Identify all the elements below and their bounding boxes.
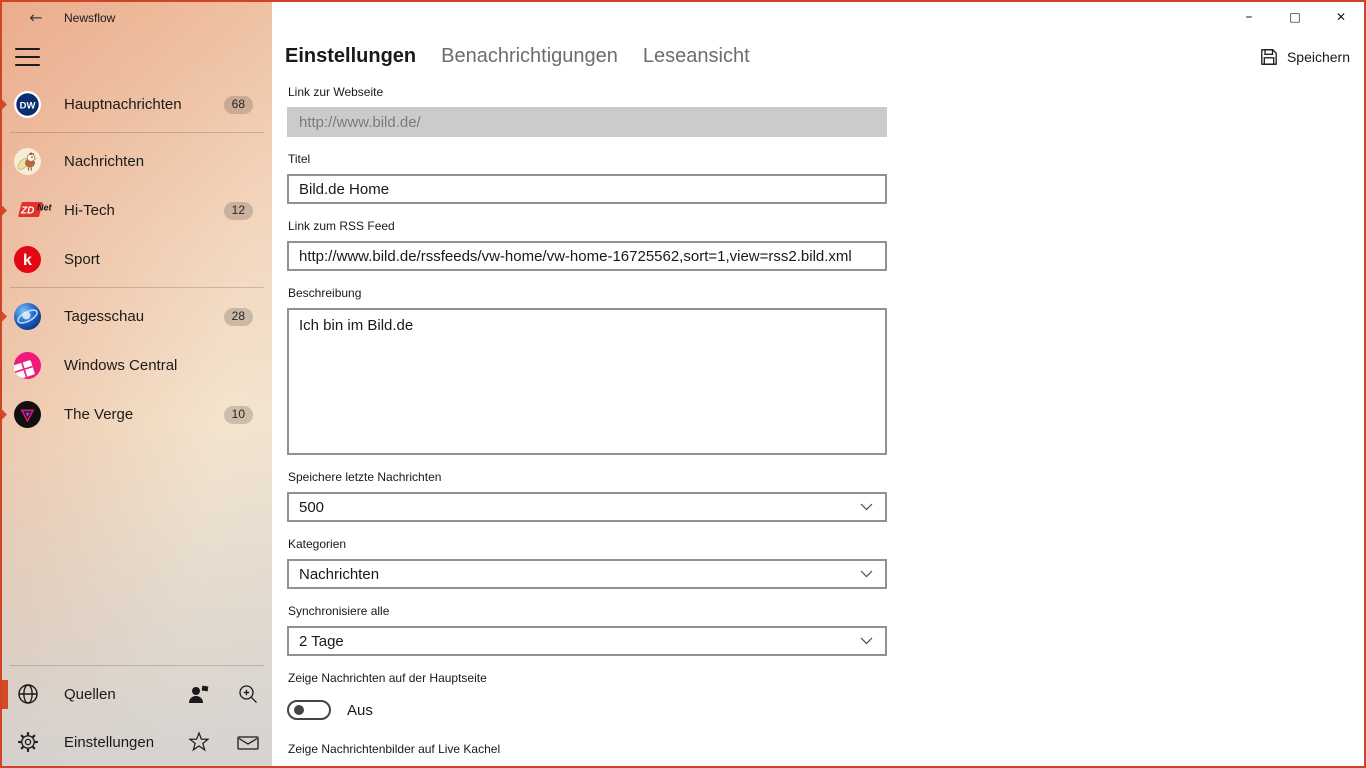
tagesschau-globe-icon xyxy=(14,303,41,330)
windows-central-icon xyxy=(14,352,41,379)
tab-benachrichtigungen[interactable]: Benachrichtigungen xyxy=(441,45,618,67)
close-button[interactable]: ✕ xyxy=(1318,2,1364,32)
sidebar-item-label: Quellen xyxy=(64,685,116,703)
unread-notch-icon xyxy=(2,100,7,110)
window-controls xyxy=(1226,2,1364,32)
unread-count-badge: 12 xyxy=(224,202,253,220)
live-tile-images-label: Zeige Nachrichtenbilder auf Live Kachel xyxy=(288,742,501,756)
hamburger-menu-button[interactable] xyxy=(15,47,40,67)
categories-dropdown[interactable] xyxy=(287,559,887,589)
rss-link-label: Link zum RSS Feed xyxy=(288,219,395,233)
star-icon[interactable] xyxy=(187,730,211,754)
keep-articles-dropdown[interactable] xyxy=(287,492,887,522)
save-button[interactable] xyxy=(1260,46,1350,68)
bird-cartoon-icon xyxy=(14,148,41,175)
sidebar-item-einstellungen[interactable] xyxy=(2,718,272,766)
unread-count-badge: 68 xyxy=(224,96,253,114)
title-label: Titel xyxy=(288,152,311,166)
feed-item-hi-tech[interactable] xyxy=(2,186,272,235)
feed-label: Hauptnachrichten xyxy=(64,96,182,113)
svg-text:DW: DW xyxy=(19,100,36,112)
feed-item-the-verge[interactable] xyxy=(2,390,272,439)
title-input[interactable] xyxy=(287,174,887,204)
save-floppy-icon xyxy=(1260,48,1278,66)
feed-label: The Verge xyxy=(64,406,134,423)
pivot-tabs xyxy=(285,45,750,68)
feed-item-hauptnachrichten[interactable] xyxy=(2,80,272,129)
the-verge-icon xyxy=(14,401,41,428)
dropdown-value: 2 Tage xyxy=(299,632,344,650)
categories-label: Kategorien xyxy=(288,537,347,551)
feed-label: Nachrichten xyxy=(64,153,145,170)
toggle-state-label: Aus xyxy=(347,701,373,719)
minimize-button[interactable]: – xyxy=(1226,2,1272,32)
save-button-label: Speichern xyxy=(1286,49,1350,65)
tab-einstellungen[interactable]: Einstellungen xyxy=(285,45,417,67)
svg-text:Net: Net xyxy=(37,202,52,213)
feed-item-windows-central[interactable] xyxy=(2,341,272,390)
show-on-mainpage-label: Zeige Nachrichten auf der Hauptseite xyxy=(288,671,487,685)
selected-indicator xyxy=(2,680,8,709)
mail-icon[interactable] xyxy=(236,730,260,754)
sidebar-divider xyxy=(10,665,264,666)
rss-link-input[interactable] xyxy=(287,241,887,271)
globe-icon xyxy=(16,683,40,705)
website-link-label: Link zur Webseite xyxy=(288,85,384,99)
back-button[interactable]: ← xyxy=(24,6,48,30)
chevron-down-icon xyxy=(860,570,873,578)
unread-notch-icon xyxy=(2,312,7,322)
description-textarea[interactable] xyxy=(287,308,887,455)
toggle-switch-off[interactable] xyxy=(287,700,331,720)
feed-item-nachrichten[interactable] xyxy=(2,137,272,186)
toggle-knob xyxy=(294,705,304,715)
website-link-input xyxy=(287,107,887,137)
feed-list xyxy=(2,80,272,439)
tab-leseansicht[interactable]: Leseansicht xyxy=(642,45,750,67)
sidebar xyxy=(2,2,272,766)
main-content xyxy=(272,2,1364,766)
titlebar-left xyxy=(2,2,272,34)
add-person-icon[interactable] xyxy=(187,682,211,706)
zdnet-icon xyxy=(14,197,52,224)
sidebar-divider xyxy=(10,132,264,133)
dw-icon xyxy=(14,91,41,118)
unread-notch-icon xyxy=(2,410,7,420)
sync-interval-dropdown[interactable] xyxy=(287,626,887,656)
keep-articles-label: Speichere letzte Nachrichten xyxy=(288,470,442,484)
show-on-mainpage-toggle-row xyxy=(287,700,887,720)
maximize-button[interactable]: □ xyxy=(1272,2,1318,32)
unread-notch-icon xyxy=(2,206,7,216)
unread-count-badge: 28 xyxy=(224,308,253,326)
svg-text:k: k xyxy=(23,252,32,269)
feed-label: Sport xyxy=(64,251,100,268)
sidebar-bottom-nav xyxy=(2,662,272,766)
unread-count-badge: 10 xyxy=(224,406,253,424)
app-title: Newsflow xyxy=(64,11,116,25)
sidebar-divider xyxy=(10,287,264,288)
feed-label: Windows Central xyxy=(64,357,178,374)
feed-settings-form xyxy=(287,86,887,764)
feed-label: Hi-Tech xyxy=(64,202,115,219)
sync-interval-label: Synchronisiere alle xyxy=(288,604,390,618)
feed-item-tagesschau[interactable] xyxy=(2,292,272,341)
sidebar-item-label: Einstellungen xyxy=(64,733,155,751)
feed-item-sport[interactable] xyxy=(2,235,272,284)
description-label: Beschreibung xyxy=(288,286,362,300)
feed-label: Tagesschau xyxy=(64,308,145,325)
sidebar-item-quellen[interactable] xyxy=(2,670,272,718)
dropdown-value: 500 xyxy=(299,498,325,516)
chevron-down-icon xyxy=(860,503,873,511)
zoom-in-icon[interactable] xyxy=(236,682,260,706)
svg-text:ZD: ZD xyxy=(21,205,35,217)
gear-icon xyxy=(16,731,40,753)
kicker-icon xyxy=(14,246,41,273)
dropdown-value: Nachrichten xyxy=(299,565,380,583)
chevron-down-icon xyxy=(860,637,873,645)
